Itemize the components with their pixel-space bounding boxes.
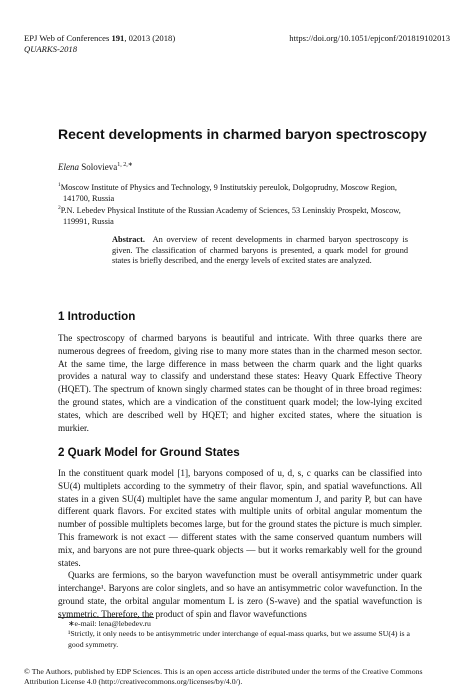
affiliation-1 bbox=[58, 180, 438, 204]
license-notice: © The Authors, published by EDP Sciences. This is an open access article distributed under the terms of the Creative Commons Attribution License 4.0 (http://creativecommons.org/licenses/by/4.0/). bbox=[24, 667, 423, 687]
affiliation-2-line2: 119991, Russia bbox=[63, 216, 114, 226]
paragraph: Quarks are fermions, so the baryon wavefunction must be overall antisymmetric under quark interchange¹. Baryons are color singlets, and so have an antisymmetric color wavefunction. In the ground state, the orbital angular momentum L is zero (S-wave) and the spatial wavefunction is symmetric. Therefore, the product of spin and flavor wavefunctions bbox=[58, 570, 422, 619]
footnote-rule bbox=[58, 617, 154, 618]
journal-citation bbox=[24, 33, 175, 44]
affiliation-2-mark: 2 bbox=[58, 205, 61, 211]
journal-volume: 191 bbox=[111, 33, 125, 43]
paper-title: Recent developments in charmed baryon spectroscopy bbox=[58, 126, 427, 142]
author-first-name: Elena bbox=[58, 162, 79, 172]
abstract-text: An overview of recent developments in charmed baryon spectroscopy is given. The classification of charmed baryons is presented, a quark model for ground states is briefly described, and the energy levels of excited states are analyzed. bbox=[112, 235, 409, 266]
affiliation-2 bbox=[58, 203, 438, 227]
footnotes bbox=[58, 619, 422, 650]
paragraph: In the constituent quark model [1], baryons composed of u, d, s, c quarks can be classified into SU(4) multiplets according to the symmetry of their flavor, spin, and spatial wavefunctions. All states in a given SU(4) multiplet have the same angular momentum J, and parity P, but can have different quark flavors. For excited states with multiple units of orbital angular momentum the number of possible multiplets becomes large, but for the ground states the picture is much simpler. This framework is not exact — different states with the same conserved quantum numbers will mix, and baryons are not pure three-quark objects — but it works remarkably well for the ground states. bbox=[58, 468, 422, 568]
section-2-body bbox=[58, 467, 422, 621]
doi-link[interactable]: https://doi.org/10.1051/epjconf/201819102013 bbox=[289, 33, 450, 43]
author-last-name: Solovieva bbox=[79, 162, 118, 172]
section-1-heading: 1 Introduction bbox=[58, 310, 136, 323]
author-line bbox=[58, 161, 133, 172]
journal-rest: , 02013 (2018) bbox=[124, 33, 176, 43]
affiliation-1-line1: Moscow Institute of Physics and Technology, 9 Institutskiy pereulok, Dolgoprudny, Moscow Region, bbox=[60, 182, 398, 192]
footnote-email: ∗e-mail: lena@lebedev.ru bbox=[68, 619, 151, 628]
affiliation-2-line1: P.N. Lebedev Physical Institute of the Russian Academy of Sciences, 53 Leninskiy Prospekt, Moscow, bbox=[60, 205, 401, 215]
conference-name: QUARKS-2018 bbox=[24, 44, 77, 54]
affiliation-1-mark: 1 bbox=[58, 182, 61, 188]
affiliation-1-line2: 141700, Russia bbox=[63, 193, 115, 203]
author-marks: 1, 2,∗ bbox=[117, 162, 133, 168]
abstract bbox=[112, 235, 408, 267]
journal-prefix: EPJ Web of Conferences bbox=[24, 33, 112, 43]
paragraph: The spectroscopy of charmed baryons is beautiful and intricate. With three quarks there are numerous degrees of freedom, giving rise to many more states than in the charmed meson sector. At the same time, the large difference in mass between the charm quark and the light quarks provides a natural way to classify and understand these states: Heavy Quark Effective Theory (HQET). The spectrum of known singly charmed states can be thought of in three broad regimes: the ground states, which are a vindication of the constituent quark model; the low-lying excited states, which are described well by HQET; and higher excited states, where the situation is murkier. bbox=[58, 333, 422, 433]
section-2-heading: 2 Quark Model for Ground States bbox=[58, 446, 240, 459]
abstract-label: Abstract. bbox=[112, 235, 145, 244]
section-1-body bbox=[58, 332, 422, 434]
footnote-1: ¹Strictly, it only needs to be antisymmetric under interchange of equal-mass quarks, but we assume SU(4) is a good symmetry. bbox=[68, 629, 410, 649]
